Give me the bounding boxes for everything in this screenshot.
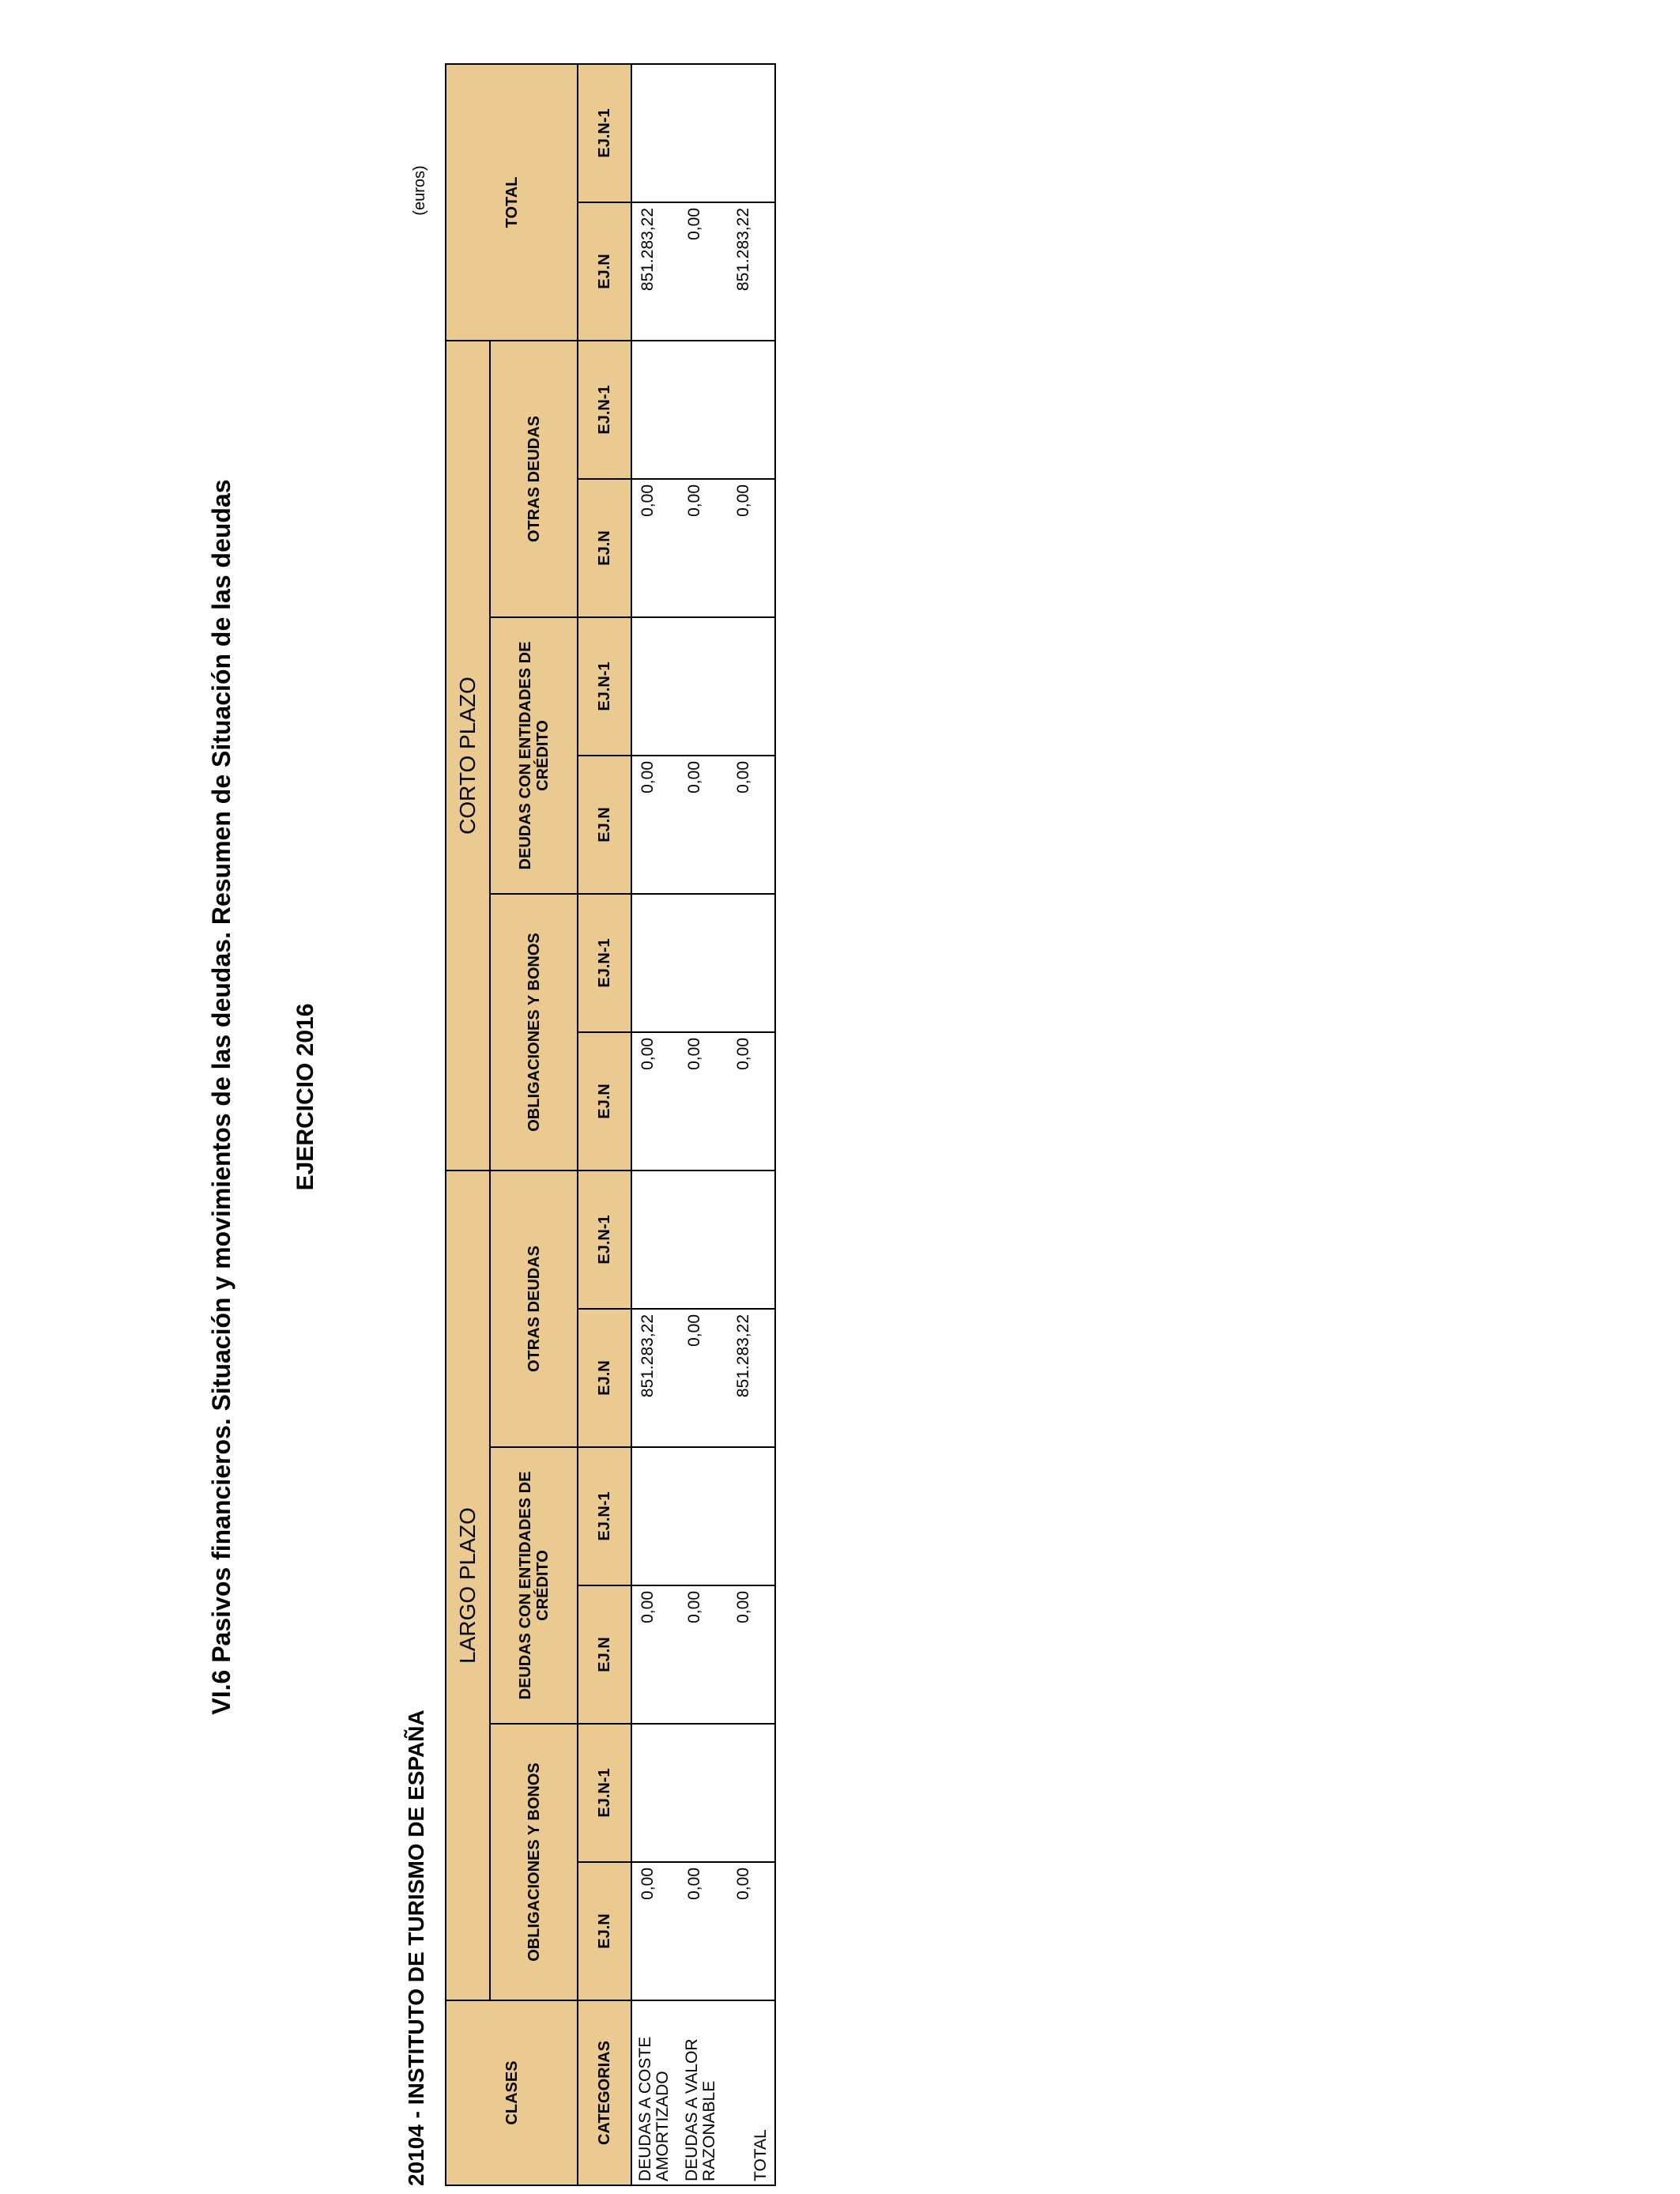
page-title: VI.6 Pasivos financieros. Situación y movimientos de las deudas. Resumen de Situación de las deudas [207,479,235,1715]
table-cell: 0,00 [679,1585,728,1724]
debt-summary-table [445,63,776,2186]
table-cell [679,894,728,1032]
table-cell: 851.283,22 [728,202,775,341]
col-ejn1-header: EJ.N-1 [578,617,631,756]
table-cell: 0,00 [679,1309,728,1447]
table-cell [631,1447,679,1585]
table-cell [728,1724,775,1862]
col-ejn-header: EJ.N [578,1032,631,1171]
col-ejn1-header: EJ.N-1 [578,1724,631,1862]
table-cell: 851.283,22 [631,1309,679,1447]
header-row-plazo [446,64,490,2185]
table-row-total [728,64,775,2185]
col-ejn-header: EJ.N [578,1309,631,1447]
table-cell [631,1171,679,1309]
table-cell: 0,00 [728,756,775,894]
largo-plazo-header: LARGO PLAZO [446,1171,490,2000]
row-label: DEUDAS A COSTE AMORTIZADO [631,2000,679,2185]
table-cell: 0,00 [728,1862,775,2000]
col-ejn1-header: EJ.N-1 [578,1447,631,1585]
table-cell [679,1724,728,1862]
table-row [679,64,728,2185]
table-cell: 0,00 [631,1032,679,1171]
table-cell: 0,00 [728,479,775,617]
group-header-lp-obligaciones: OBLIGACIONES Y BONOS [490,1724,578,2000]
table-cell: 0,00 [679,756,728,894]
table-cell [728,1447,775,1585]
col-ejn1-header: EJ.N-1 [578,341,631,479]
col-ejn1-header: EJ.N-1 [578,1171,631,1309]
table-cell [728,341,775,479]
col-ejn-header: EJ.N [578,202,631,341]
col-ejn-header: EJ.N [578,479,631,617]
table-cell [679,617,728,756]
group-header-cp-obligaciones: OBLIGACIONES Y BONOS [490,894,578,1171]
table-cell: 851.283,22 [631,202,679,341]
table-cell: 0,00 [679,202,728,341]
corto-plazo-header: CORTO PLAZO [446,341,490,1171]
header-row-groups [490,64,578,2185]
table-row [631,64,679,2185]
table-cell: 0,00 [679,1032,728,1171]
col-ejn-header: EJ.N [578,756,631,894]
table-cell [631,617,679,756]
clases-header: CLASES [446,2000,578,2185]
table-cell [728,1171,775,1309]
categorias-header: CATEGORIAS [578,2000,631,2185]
group-header-lp-otras-deudas: OTRAS DEUDAS [490,1171,578,1447]
table-cell [631,1724,679,1862]
table-cell [728,894,775,1032]
table-cell: 0,00 [728,1585,775,1724]
table-cell: 851.283,22 [728,1309,775,1447]
group-header-lp-entidades-credito: DEUDAS CON ENTIDADES DE CRÉDITO [490,1447,578,1724]
total-group-header: TOTAL [446,64,578,341]
table-cell: 0,00 [679,479,728,617]
table-cell [728,64,775,202]
table-cell [728,617,775,756]
table-cell [679,341,728,479]
page-subtitle: EJERCICIO 2016 [292,1003,318,1191]
table-cell: 0,00 [631,479,679,617]
entity-label: 20104 - INSTITUTO DE TURISMO DE ESPAÑA [404,1710,428,2186]
row-label: TOTAL [728,2000,775,2185]
table-cell: 0,00 [728,1032,775,1171]
group-header-cp-entidades-credito: DEUDAS CON ENTIDADES DE CRÉDITO [490,617,578,894]
col-ejn-header: EJ.N [578,1862,631,2000]
units-label: (euros) [411,165,428,216]
table-cell: 0,00 [631,1862,679,2000]
table-cell: 0,00 [679,1862,728,2000]
col-ejn1-header: EJ.N-1 [578,64,631,202]
table-cell: 0,00 [631,1585,679,1724]
col-ejn-header: EJ.N [578,1585,631,1724]
row-label: DEUDAS A VALOR RAZONABLE [679,2000,728,2185]
header-row-ejercicios [578,64,631,2185]
table-cell [679,1447,728,1585]
table-cell [679,1171,728,1309]
table-cell [679,64,728,202]
table-cell: 0,00 [631,756,679,894]
table-cell [631,341,679,479]
group-header-cp-otras-deudas: OTRAS DEUDAS [490,341,578,617]
col-ejn1-header: EJ.N-1 [578,894,631,1032]
table-cell [631,64,679,202]
table-cell [631,894,679,1032]
